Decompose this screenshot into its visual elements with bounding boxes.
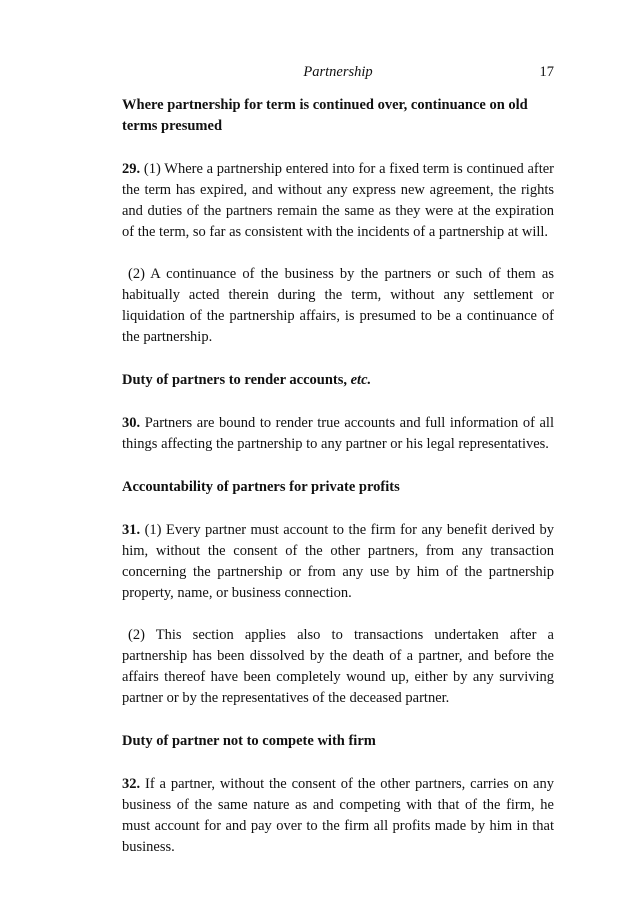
document-page bbox=[122, 62, 554, 858]
section-number-30: 30. bbox=[122, 415, 141, 431]
paragraph-text: (1) Where a partnership entered into for a fixed term is continued after the term has expired, and without any express new agreement, the rights and duties of the partners remain the same as they were at the expiration of the term, so far as consistent with the incidents of a partnership at will. bbox=[122, 161, 554, 240]
section-29-paragraph-2 bbox=[122, 264, 554, 348]
section-31-paragraph-1 bbox=[122, 520, 554, 604]
section-number-32: 32. bbox=[122, 776, 141, 792]
section-number-31: 31. bbox=[122, 522, 141, 538]
section-number-29: 29. bbox=[122, 161, 141, 177]
section-30-paragraph-1 bbox=[122, 413, 554, 455]
paragraph-text: (1) Every partner must account to the firm for any benefit derived by him, without the consent of the other partners, from any transaction concerning the partnership or from any use by him of the partnership property, name, or business connection. bbox=[122, 522, 554, 601]
paragraph-text: If a partner, without the consent of the other partners, carries on any business of the same nature as and competing with that of the firm, he must account for and pay over to the firm all profits made by him in that business. bbox=[122, 776, 554, 855]
section-heading-31: Accountability of partners for private profits bbox=[122, 479, 400, 495]
section-29-paragraph-1 bbox=[122, 159, 554, 243]
section-32-paragraph-1 bbox=[122, 774, 554, 858]
running-title: Partnership bbox=[303, 64, 373, 80]
running-header bbox=[122, 62, 554, 86]
page-number: 17 bbox=[539, 64, 554, 80]
section-heading-29: Where partnership for term is continued over, continuance on old terms presumed bbox=[122, 97, 528, 134]
paragraph-text: Partners are bound to render true accounts and full information of all things affecting the partnership to any partner or his legal representatives. bbox=[122, 415, 554, 452]
paragraph-text: (2) This section applies also to transactions undertaken after a partnership has been dissolved by the death of a partner, and before the affairs thereof have been completely wound up, either by any surviving partner or by the representatives of the deceased partner. bbox=[122, 627, 554, 706]
paragraph-text: (2) A continuance of the business by the partners or such of them as habitually acted therein during the term, without any settlement or liquidation of the partnership affairs, is presumed to be a continuance of the partnership. bbox=[122, 266, 554, 345]
heading-text: Duty of partners to render accounts, bbox=[122, 372, 347, 388]
section-heading-30 bbox=[122, 370, 554, 391]
heading-italic-text: etc. bbox=[350, 372, 372, 388]
section-heading-32: Duty of partner not to compete with firm bbox=[122, 733, 376, 749]
section-31-paragraph-2 bbox=[122, 625, 554, 709]
